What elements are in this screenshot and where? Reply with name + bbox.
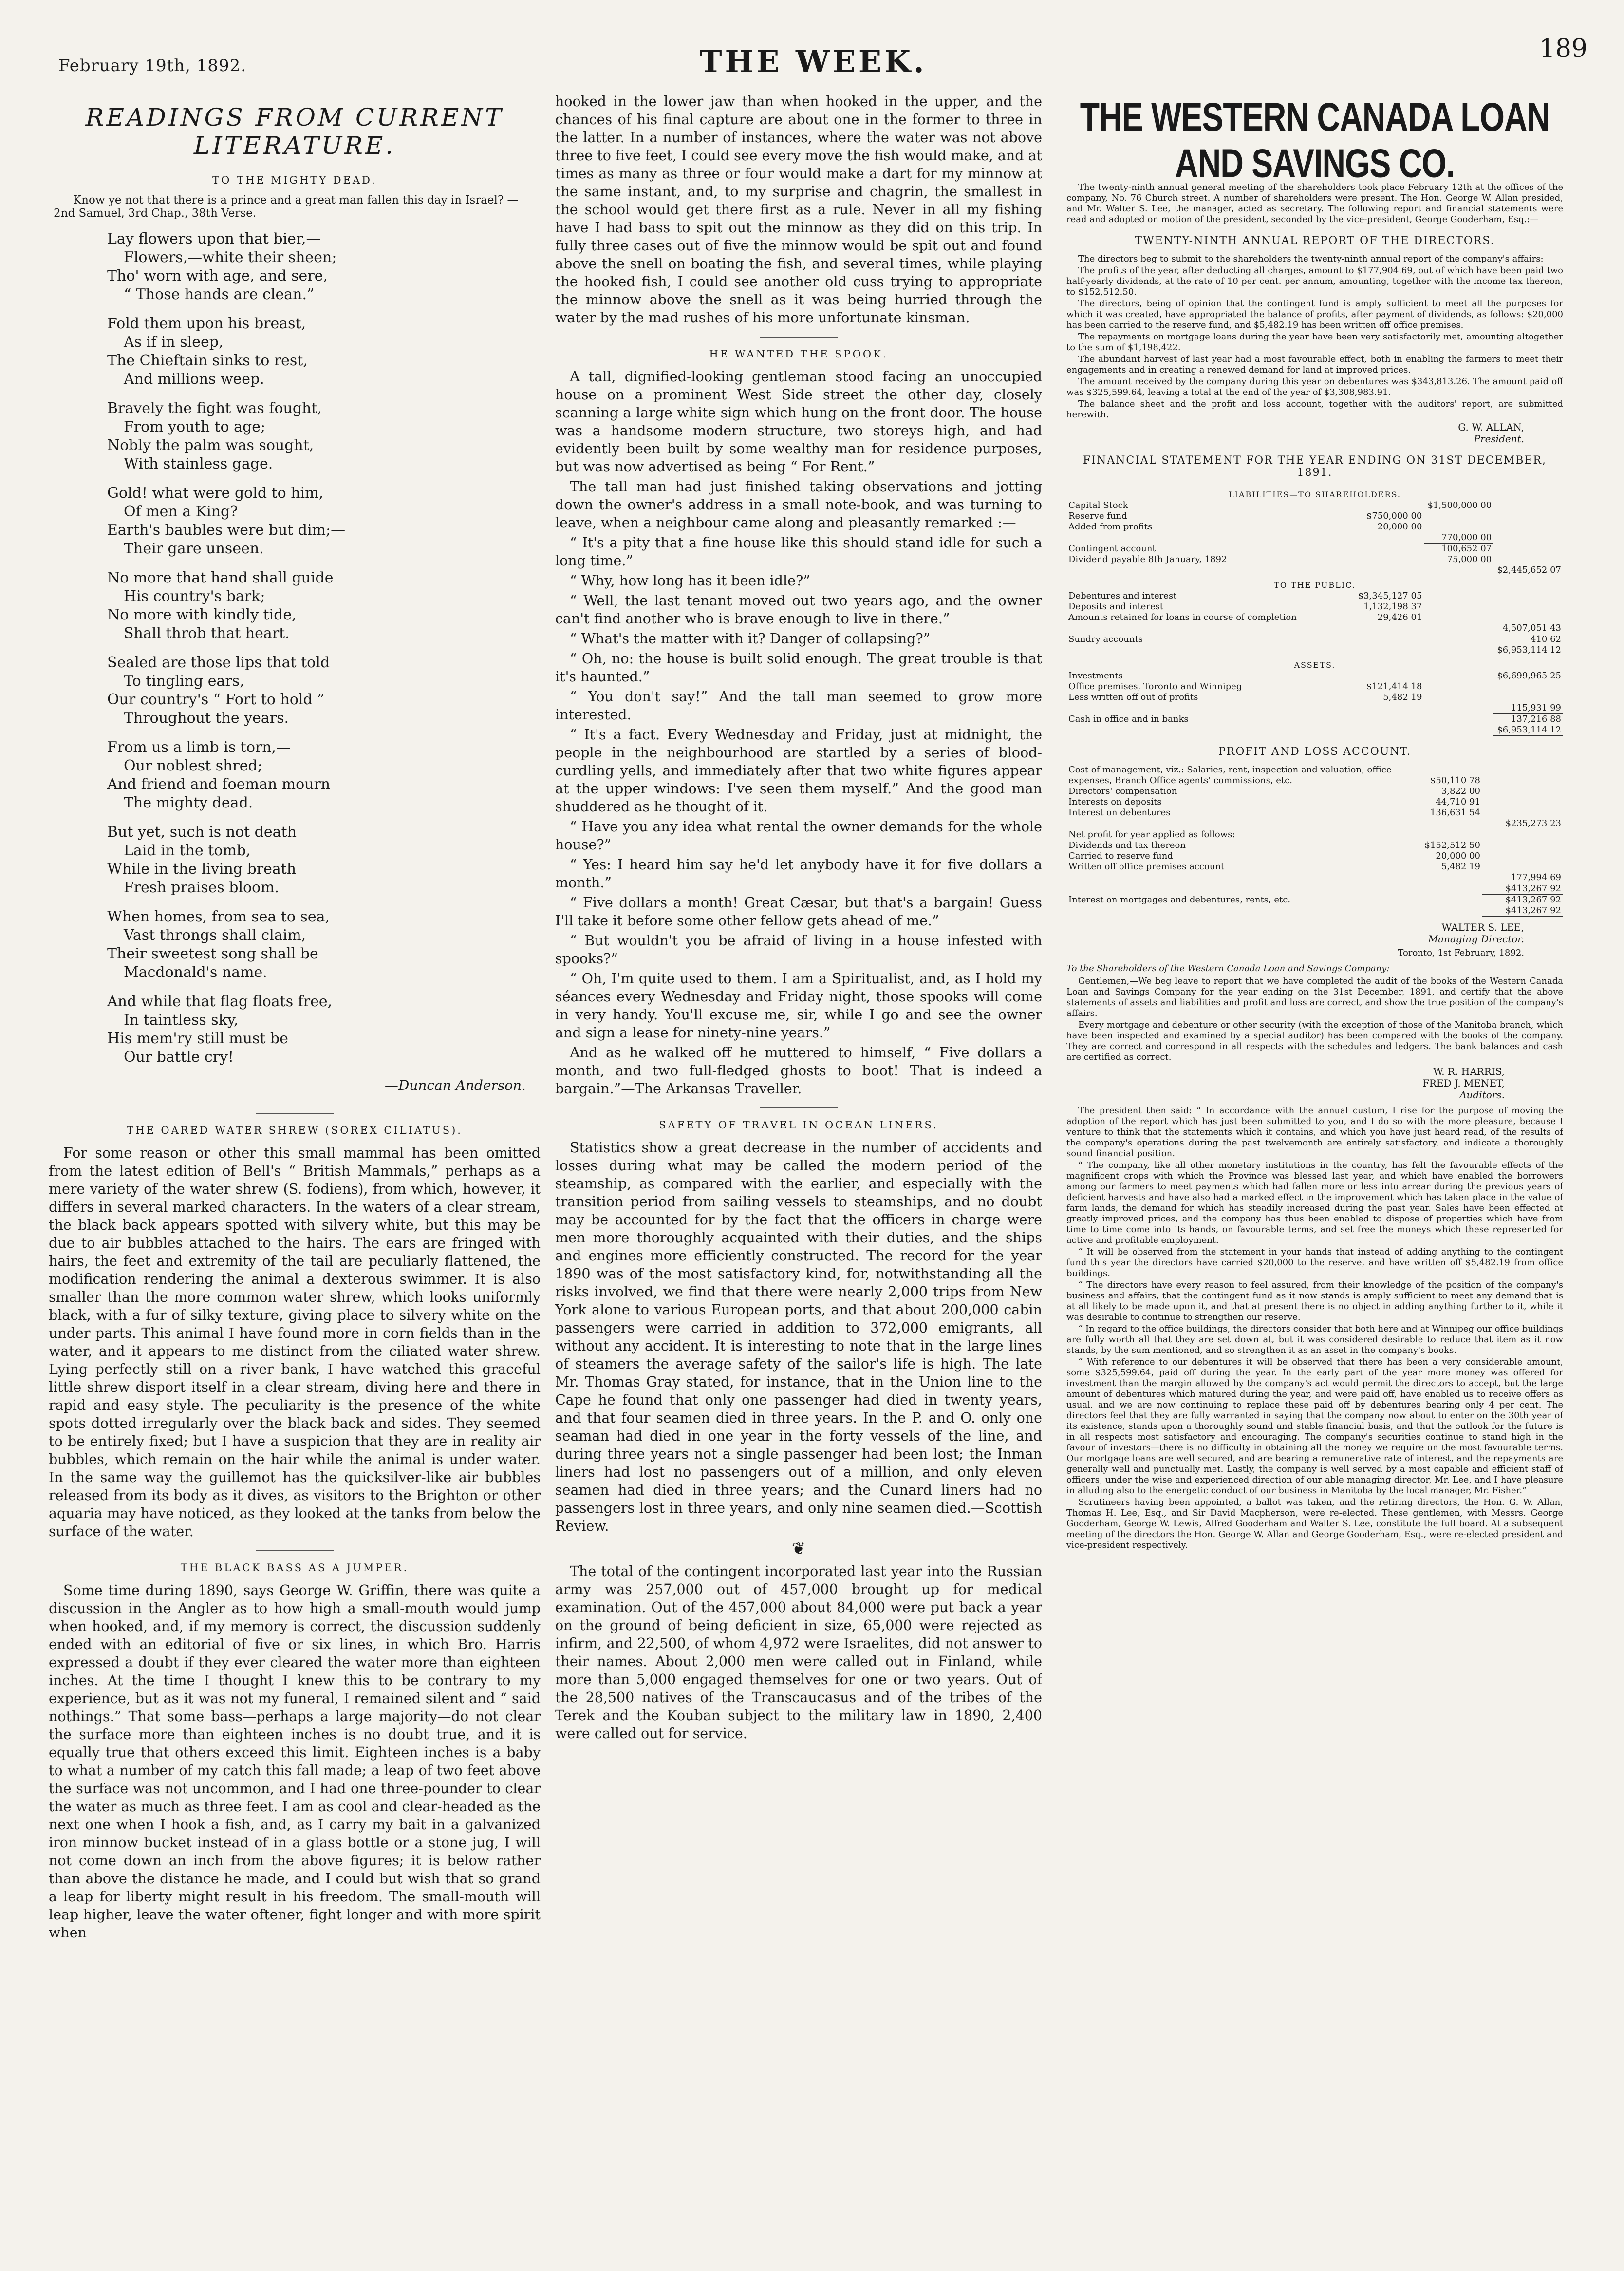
auditor-name: FRED J. MENET, <box>1422 1077 1505 1089</box>
row-amount <box>1355 565 1424 576</box>
poem-line: Our battle cry! <box>124 1049 234 1066</box>
row-amount <box>1424 565 1493 576</box>
table-row <box>1066 565 1563 576</box>
auditors-role: Auditors. <box>1459 1089 1505 1101</box>
table-row <box>1066 862 1563 872</box>
paragraph: The tall man had just finished taking observations and jotting down the owner's address in a small note-book, and was turning to leave, when a neighbour came along and pleasantly remarked :— <box>555 479 1042 531</box>
poem-stanza <box>107 399 541 473</box>
row-label <box>1066 725 1355 736</box>
row-amount: $413,267 92 <box>1482 905 1563 917</box>
poem-line: In taintless sky, <box>124 1012 239 1029</box>
paragraph: And as he walked off he muttered to himself, “ Five dollars a month, and two full-fledged ghosts to boot! That is indeed a bargain.”—The Arkansas Traveller. <box>555 1045 1042 1097</box>
place-date: Toronto, 1st February, 1892. <box>1398 947 1524 958</box>
table-row <box>1066 829 1563 840</box>
row-amount: 4,507,051 43 <box>1493 623 1563 634</box>
row-amount <box>1424 623 1493 634</box>
paragraph: The amount received by the company during this year on debentures was $343,813.26. The amount paid off was $325,599.64, leaving a total at the end of the year of $3,308,983.91. <box>1066 376 1563 397</box>
poem-line: While in the living breath <box>107 861 297 878</box>
row-amount <box>1424 671 1493 681</box>
table-row <box>1066 623 1563 634</box>
row-amount: $50,110 78 <box>1430 775 1480 786</box>
paragraph: “ Well, the last tenant moved out two years ago, and the owner can't find another who is brave enough to live in there.” <box>555 593 1042 627</box>
article-body-shrew <box>49 1144 541 1540</box>
row-label: Sundry accounts <box>1068 634 1143 644</box>
row-label: Amounts retained for loans in course of completion <box>1068 612 1297 622</box>
article-body-bass <box>49 1581 541 1942</box>
row-label <box>1066 623 1355 634</box>
row-label: Written off office premises account <box>1068 861 1225 872</box>
divider <box>256 1113 334 1114</box>
table-row <box>1066 786 1563 797</box>
poem-line: Throughout the years. <box>124 710 289 727</box>
row-amount <box>1355 554 1424 565</box>
poem-line: “ Those hands are clean.” <box>124 286 315 303</box>
article-body-spook <box>555 368 1042 1098</box>
column-left <box>49 93 541 2245</box>
row-label: Dividend payable 8th January, 1892 <box>1068 554 1227 564</box>
row-amount: 115,931 99 <box>1493 703 1563 714</box>
table-row <box>1066 703 1563 714</box>
president-remarks <box>1066 1106 1563 1551</box>
poem-line: To tingling ears, <box>124 673 244 690</box>
row-amount: $121,414 18 <box>1366 681 1422 692</box>
profit-loss-table <box>1066 765 1563 917</box>
poem-line: Of men a King? <box>124 503 238 520</box>
row-label <box>1066 872 1401 883</box>
row-amount <box>1401 829 1482 840</box>
row-label: Interest on debentures <box>1068 807 1171 818</box>
poem-line: No more with kindly tide, <box>107 606 297 623</box>
row-amount: 136,631 54 <box>1430 807 1480 818</box>
page-number: 189 <box>1539 34 1587 63</box>
poem-stanza <box>107 230 541 304</box>
divider <box>760 337 838 338</box>
row-amount <box>1424 601 1493 612</box>
row-amount <box>1424 681 1493 692</box>
row-amount: 20,000 00 <box>1377 522 1422 532</box>
table-row <box>1066 645 1563 656</box>
poem-line: Shall throb that heart. <box>124 625 290 642</box>
row-amount: $750,000 00 <box>1366 511 1422 521</box>
paragraph: “ Five dollars a month! Great Cæsar, but that's a bargain! Guess I'll take it before some other fellow gets ahead of me.” <box>555 895 1042 929</box>
paragraph: Some time during 1890, says George W. Griffin, there was quite a discussion in the Angler as to how high a small-mouth would jump when hooked, and, if my memory is correct, the discussion suddenly ended with an editorial of five or six lines, in which Bro. Harris expressed a doubt if they ever cleared the water more than eighteen inches. At the time I thought I knew this to be contrary to my experience, but as it was not my funeral, I remained silent and “ said nothings.” That some bass—perhaps a large majority—do not clear the surface more than eighteen inches is no doubt true, and it is equally true that others exceed this limit. Eighteen inches is a baby to what a number of my catch this fall made; a leap of two feet above the surface was not uncommon, and I had one three-pounder to clear the water as much as three feet. I am as cool and clear-headed as the next one when I hook a fish, and, as I carry my bait in a galvanized iron minnow bucket instead of in a glass bottle or a stone jug, I will not come down an inch from the above figures; it is below rather than above the distance he made, and I could but wish that so grand a leap for liberty might result in his freedom. The small-mouth will leap higher, leave the water oftener, fight longer and with more spirit when <box>49 1582 541 1941</box>
paragraph: Every mortgage and debenture or other security (with the exception of those of the Manitoba branch, which have been inspected and examined by a special auditor) has been compared with the books of the company. They are correct and correspond in all respects with the schedules and ledgers. The bank balances and cash are certified as correct. <box>1066 1019 1563 1062</box>
row-amount <box>1355 714 1424 725</box>
poem-line: Earth's baubles were but dim;— <box>107 522 346 539</box>
table-row <box>1066 692 1563 703</box>
row-label <box>1066 883 1401 894</box>
row-amount: $6,953,114 12 <box>1493 645 1563 656</box>
table-row <box>1066 554 1563 565</box>
table-row <box>1066 500 1563 511</box>
row-label <box>1066 565 1355 576</box>
paragraph: Scrutineers having been appointed, a ballot was taken, and the retiring directors, the Hon. G. W. Allan, Thomas H. Lee, Esq., and Sir David Macpherson, were re-elected. These gentlemen, with Messrs. George Gooderham, George W. Lewis, Alfred Gooderham and Walter S. Lee, constitute the full board. At a subsequent meeting of the directors the Hon. George W. Allan and George Gooderham, Esq., were re-elected president and vice-president respectively. <box>1066 1497 1563 1550</box>
table-row <box>1066 818 1563 829</box>
poem-line: Vast throngs shall claim, <box>124 927 306 944</box>
president-role: President. <box>1474 433 1524 445</box>
row-label: Carried to reserve fund <box>1068 850 1173 861</box>
report-body <box>1066 254 1563 420</box>
row-amount <box>1493 681 1563 692</box>
table-row <box>1066 681 1563 692</box>
masthead-title: THE WEEK. <box>699 44 927 79</box>
auditors-signature <box>1066 1066 1505 1101</box>
row-amount <box>1493 554 1563 565</box>
article-body-safety <box>555 1139 1042 1535</box>
poem-line: Laid in the tomb, <box>124 842 251 859</box>
table-row <box>1066 544 1563 555</box>
table-row <box>1066 612 1563 623</box>
paragraph: “ Oh, I'm quite used to them. I am a Spiritualist, and, as I hold my séances every Wednesday and Friday night, those spooks will come in very handy. You'll excuse me, sir, while I go and see the owner and sign a lease for ninety-nine years.” <box>555 971 1042 1041</box>
paragraph: “ It will be observed from the statement in your hands that instead of adding anything to the contingent fund this year the directors have carried $20,000 to the reserve, and have written off $5,482.19 from office buildings. <box>1066 1246 1563 1278</box>
row-amount <box>1482 765 1563 786</box>
paragraph: The repayments on mortgage loans during the year have been very satisfactorily met, amounting altogether to the sum of $1,198,422. <box>1066 332 1563 353</box>
poem-line: Macdonald's name. <box>124 964 267 981</box>
row-amount <box>1401 883 1482 894</box>
article-title-bass: THE BLACK BASS AS A JUMPER. <box>180 1562 409 1574</box>
paragraph: “ But wouldn't you be afraid of living in a house infested with spooks?” <box>555 933 1042 967</box>
row-amount: 44,710 91 <box>1436 797 1480 807</box>
financial-title: FINANCIAL STATEMENT FOR THE YEAR ENDING ON 31ST DECEMBER, 1891. <box>1083 454 1547 479</box>
poem-stanza <box>107 654 541 728</box>
row-amount: $6,953,114 12 <box>1493 725 1563 736</box>
poem-stanza <box>107 315 541 389</box>
row-amount <box>1355 623 1424 634</box>
president-signature <box>1066 421 1524 445</box>
poem-stanza <box>107 993 541 1067</box>
poem-line: Their sweetest song shall be <box>107 945 318 962</box>
row-amount <box>1482 862 1563 872</box>
row-amount: $413,267 92 <box>1482 883 1563 894</box>
row-amount: 177,994 69 <box>1482 872 1563 883</box>
row-amount <box>1493 591 1563 601</box>
table-row <box>1066 601 1563 612</box>
paragraph: The balance sheet and the profit and loss account, together with the auditors' report, are submitted herewith. <box>1066 399 1563 420</box>
row-amount <box>1482 829 1563 840</box>
row-amount <box>1424 522 1493 532</box>
poem-line: With stainless gage. <box>124 455 273 472</box>
table-row <box>1066 905 1563 917</box>
row-amount <box>1482 807 1563 818</box>
poem-line: The mighty dead. <box>124 794 253 811</box>
paragraph: A tall, dignified-looking gentleman stood facing an unoccupied house on a prominent West Side street the other day, closely scanning a large white sign which hung on the front door. The house was a handsome modern structure, two storeys high, and had evidently been built by some wealthy man for residence purposes, but was now advertised as being “ For Rent.” <box>555 369 1042 475</box>
table-row <box>1066 725 1563 736</box>
row-amount <box>1493 511 1563 522</box>
poem-line: Sealed are those lips that told <box>107 654 330 671</box>
row-amount: $235,273 23 <box>1482 818 1563 829</box>
poem-stanza <box>107 569 541 643</box>
poem-line: But yet, such is not death <box>107 824 297 841</box>
poem-epigraph: Know ye not that there is a prince and a great man fallen this day in Israel? —2nd Samuel, 3rd Chap., 38th Verse. <box>54 194 519 220</box>
article-title-shrew: THE OARED WATER SHREW (SOREX CILIATUS). <box>127 1125 463 1136</box>
row-amount: 5,482 19 <box>1441 861 1480 872</box>
poem-line: Fold them upon his breast, <box>107 315 306 332</box>
paragraph: The profits of the year, after deducting all charges, amount to $177,904.69, out of which have been paid two half-yearly dividends, at the rate of 10 per cent. per annum, amounting, together with the income tax thereon, to $152,512.50. <box>1066 265 1563 297</box>
table-subheading: LIABILITIES—TO SHAREHOLDERS. <box>1229 490 1401 499</box>
row-amount <box>1355 725 1424 736</box>
poem-line: Their gare unseen. <box>124 540 264 557</box>
paragraph: “ The directors have every reason to feel assured, from their knowledge of the position of the company's business and affairs, that the contingent fund as it now stands is amply sufficient to meet any demand that is at all likely to be made upon it, and that at present there is no object in adding anything further to it, while it was desirable to continue to strengthen our reserve. <box>1066 1279 1563 1322</box>
row-amount <box>1493 532 1563 544</box>
row-amount <box>1401 905 1482 917</box>
table-row <box>1066 883 1563 894</box>
divider <box>760 1107 838 1108</box>
row-label: Capital Stock <box>1068 500 1128 510</box>
poem-line: No more that hand shall guide <box>107 569 334 586</box>
row-label: Contingent account <box>1068 544 1156 554</box>
row-amount: $6,699,965 25 <box>1497 671 1561 681</box>
row-amount: $3,345,127 05 <box>1358 591 1422 601</box>
row-amount: 5,482 19 <box>1383 692 1422 702</box>
poem-line: When homes, from sea to sea, <box>107 908 330 925</box>
row-label: Cost of management, viz.: Salaries, rent, inspection and valuation, office expenses, Branch Office agents' commissions, etc. <box>1068 765 1392 786</box>
paragraph: The president then said: “ In accordance with the annual custom, I rise for the purpose of moving the adoption of the report which has just been submitted to you, and I do so with the more pleasure, because I venture to think that the statements which it contains, and which you have just heard read, of the results of the company's operations during the past twelvemonth are entirely satisfactory, and indicate a thoroughly sound financial position. <box>1066 1105 1563 1159</box>
article-body-russian: The total of the contingent incorporated last year into the Russian army was 257,000 out of 457,000 brought up for medical examination. Out of the 457,000 about 84,000 were put back a year on the ground of being deficient in size, 65,000 were rejected as infirm, and 22,500, of whom 4,972 were Israelites, did not answer to their names. About 2,000 men were called out in Finland, while more than 5,000 engaged themselves for one or two years. Out of the 28,500 natives of the Transcaucasus and of the tribes of the Terek and the Kouban subject to the military law in 1890, 2,400 were called out for service. <box>555 1563 1042 1742</box>
poem-line: From us a limb is torn,— <box>107 739 291 756</box>
poem-line: Nobly the palm was sought, <box>107 437 314 454</box>
row-label: Interests on deposits <box>1068 797 1162 807</box>
row-amount <box>1355 544 1424 555</box>
table-row <box>1066 851 1563 862</box>
poem-line: As if in sleep, <box>124 334 224 351</box>
row-label: Reserve fund <box>1068 511 1127 521</box>
row-amount <box>1424 511 1493 522</box>
poem-line: From youth to age; <box>124 418 266 435</box>
poem-stanza <box>107 484 541 558</box>
advert-heading: THE WESTERN CANADA LOAN AND SAVINGS CO. <box>1080 94 1550 186</box>
manager-signature <box>1066 921 1524 945</box>
article-title-safety: SAFETY OF TRAVEL IN OCEAN LINERS. <box>659 1119 938 1131</box>
table-row <box>1066 522 1563 532</box>
poem-stanza <box>107 738 541 812</box>
poem-line: His country's bark; <box>124 588 265 605</box>
row-amount: 75,000 00 <box>1447 554 1492 564</box>
row-amount: 20,000 00 <box>1436 850 1480 861</box>
table-row <box>1066 765 1563 786</box>
auditors-addressee: To the Shareholders of the Western Canada Loan and Savings Company: <box>1066 963 1390 974</box>
row-amount: 410 62 <box>1531 634 1561 644</box>
article-continued-bass: hooked in the lower jaw than when hooked in the upper, and the chances of his final capture are about one in the former to three in the latter. In a number of instances, where the water was not above three to five feet, I could see every move the fish would make, and at times as many as three or four would make a dart for my minnow at the same instant, and, to my surprise and chagrin, the smallest in the school would get there first as a rule. Never in all my fishing have I had bass to spit out the minnow as they did on this trip. In fully three cases out of five the minnow would be spit out and found above the snell on boating the fish, and several times, while playing the hooked fish, I could see another old cuss trying to appropriate the minnow above the snell as it was being hurried through the water by the mad rushes of his more unfortunate kinsman. <box>555 94 1042 326</box>
poem-line: His mem'ry still must be <box>107 1030 288 1047</box>
poem-line: Fresh praises bloom. <box>124 879 280 896</box>
row-label <box>1066 905 1401 917</box>
row-amount <box>1493 522 1563 532</box>
row-amount <box>1355 703 1424 714</box>
paragraph: “ You don't say!” And the tall man seemed to grow more interested. <box>555 689 1042 723</box>
profit-loss-title: PROFIT AND LOSS ACCOUNT. <box>1218 746 1411 758</box>
poem-line: Bravely the fight was fought, <box>107 400 322 417</box>
poem-line: Gold! what were gold to him, <box>107 485 324 502</box>
row-amount <box>1355 671 1424 681</box>
row-amount <box>1355 645 1424 656</box>
row-amount <box>1493 500 1563 511</box>
poem-line: Our country's “ Fort to hold ” <box>107 691 325 708</box>
row-label <box>1066 532 1355 544</box>
row-amount <box>1355 500 1424 511</box>
paragraph: “ In regard to the office buildings, the directors consider that both here and at Winnipeg our office buildings are fully worth all that they are set down at, but it was considered desirable to reduce that item as it now stands, by the sum mentioned, and so strengthen it as an asset in the company's books. <box>1066 1323 1563 1355</box>
row-amount <box>1482 786 1563 797</box>
row-amount <box>1493 692 1563 703</box>
poem-line: Flowers,—white their sheen; <box>124 249 337 266</box>
row-label: Deposits and interest <box>1068 601 1164 612</box>
row-amount <box>1424 591 1493 601</box>
row-amount <box>1424 645 1493 656</box>
paragraph: “ The company, like all other monetary institutions in the country, has felt the favourable effects of the magnificent crops with which the Province was blessed last year, and which have enabled the borrowers among our farmers to meet payments which had fallen more or less into arrear during the previous years of deficient harvests and have also had a marked effect in the improvement which has taken place in the value of farm lands, the demand for which has steadily increased during the past year. Sales have been effected at greatly improved prices, and the company has thus been enabled to dispose of properties which have from time to time come into its hands, on favourable terms, and set free the moneys which these represented for active and profitable employment. <box>1066 1160 1563 1245</box>
paragraph: “ With reference to our debentures it will be observed that there has been a very considerable amount, some $325,599.64, paid off during the year. In the early part of the year more money was offered for investment than the margin allowed by the company's act would permit the directors to accept, but the large amount of debentures which matured during the year, and were paid off, have enabled us to receive offers as usual, and we are now continuing to replace these paid off by debentures bearing only 4 per cent. The directors feel that they are fully warranted in saying that the company now about to enter on the 30th year of its existence, stands upon a thoroughly sound and stable financial basis, and that the outlook for the future is in all respects most satisfactory and encouraging. The company's securities continue to stand high in the favour of investors—there is no difficulty in obtaining all the money we require on the most favourable terms. Our mortgage loans are well secured, and are bearing a remunerative rate of interest, and the repayments are generally well and punctually met. Lastly, the company is well served by a most capable and efficient staff of officers, under the wise and experienced direction of our able managing director, Mr. Lee, and I have pleasure in alluding also to the energetic conduct of our business in Manitoba by the local manager, Mr. Fisher.” <box>1066 1356 1563 1496</box>
meeting-intro: The twenty-ninth annual general meeting of the shareholders took place February 12th at the offices of the company, No. 76 Church street. A number of shareholders were present. The Hon. George W. Allan presided, and Mr. Walter S. Lee, the manager, acted as secretary. The following report and financial statements were read and adopted on motion of the president, seconded by the vice-president, George Gooderham, Esq.:— <box>1066 182 1563 225</box>
row-amount <box>1493 601 1563 612</box>
row-amount <box>1401 818 1482 829</box>
table-row <box>1066 532 1563 544</box>
row-amount: 770,000 00 <box>1424 532 1493 544</box>
poem-line: Our noblest shred; <box>124 757 262 774</box>
row-amount <box>1424 634 1493 645</box>
row-amount <box>1424 692 1493 703</box>
row-amount: 29,426 01 <box>1377 612 1422 622</box>
row-amount: 3,822 00 <box>1441 786 1480 796</box>
table-row <box>1066 807 1563 818</box>
table-row <box>1066 797 1563 807</box>
row-label: Debentures and interest <box>1068 591 1177 601</box>
running-head <box>39 34 1587 83</box>
poem-line: And while that flag floats free, <box>107 993 333 1010</box>
row-amount: $413,267 92 <box>1505 894 1561 905</box>
table-row <box>1066 671 1563 681</box>
row-amount <box>1424 725 1493 736</box>
row-amount <box>1424 703 1493 714</box>
paragraph: For some reason or other this small mammal has been omitted from the latest edition of Bell's “ British Mammals,” perhaps as a mere variety of the water shrew (S. fodiens), from which, however, it differs in several marked characters. In the waters of a clear stream, the black back appears spotted with silvery white, but this may be due to air bubbles attached to the hairs. The ears are fringed with hairs, the feet and extremity of the tail are peculiarly flattened, the modification rendering the animal a dexterous swimmer. It is also smaller than the more common water shrew, which looks uniformly black, with a fur of silky texture, giving place to silvery white on the under parts. This animal I have found more in corn fields than in the water, and it appears to me distinct from the ciliated water shrew. Lying perfectly still on a river bank, I have watched this graceful little shrew disport itself in a clear stream, diving here and there in rapid and easy style. The peculiarity is the presence of the white spots dotted irregularly over the black back and sides. They seemed to be entirely fixed; but I have a suspicion that they are in reality air bubbles, which remain on the hair while the animal is under water. In the same way the guillemot has the quicksilver-like air bubbles released from its body as it dives, as visitors to the Brighton or other aquaria may have noticed, as they looked at the tanks from below the surface of the water. <box>49 1145 541 1539</box>
row-label: Net profit for year applied as follows: <box>1068 829 1235 840</box>
row-label: Office premises, Toronto and Winnipeg <box>1068 681 1242 692</box>
paragraph: “ Why, how long has it been idle?” <box>570 573 810 589</box>
row-amount: 100,652 07 <box>1441 544 1492 554</box>
article-title-spook: HE WANTED THE SPOOK. <box>709 348 888 360</box>
row-label: Investments <box>1068 671 1123 681</box>
divider <box>256 1550 334 1551</box>
row-amount <box>1355 532 1424 544</box>
poem-line: The Chieftain sinks to rest, <box>107 352 308 369</box>
section-title: READINGS FROM CURRENT LITERATURE. <box>85 103 504 160</box>
ornament-icon: ❦ <box>791 1539 806 1558</box>
row-label: Added from profits <box>1068 522 1153 532</box>
poem-stanza <box>107 823 541 897</box>
row-amount <box>1355 634 1424 645</box>
row-amount <box>1482 840 1563 851</box>
financial-table <box>1066 486 1563 736</box>
paragraph: “ Oh, no: the house is built solid enough. The great trouble is that it's haunted.” <box>555 651 1042 685</box>
row-label <box>1066 645 1355 656</box>
table-row <box>1066 872 1563 883</box>
president-name: G. W. ALLAN, <box>1458 421 1524 433</box>
table-row <box>1066 840 1563 851</box>
poem-line: Tho' worn with age, and sere, <box>107 267 328 284</box>
paragraph: “ Yes: I heard him say he'd let anybody have it for five dollars a month.” <box>555 857 1042 891</box>
row-amount <box>1401 894 1482 905</box>
table-row <box>1066 591 1563 601</box>
paragraph: Gentlemen,—We beg leave to report that we have completed the audit of the books of the Western Canada Loan and Savings Company for the year ending on the 31st December, 1891, and certify that the above statements of assets and liabilities and profit and loss are correct, and show the true position of the company's affairs. <box>1066 976 1563 1018</box>
poem-line: And millions weep. <box>124 371 264 388</box>
row-label: Interest on mortgages and debentures, rents, etc. <box>1068 894 1291 905</box>
row-amount: 1,132,198 37 <box>1363 601 1422 612</box>
paragraph: “ What's the matter with it? Danger of collapsing?” <box>570 631 931 647</box>
row-label: Cash in office and in banks <box>1068 714 1189 724</box>
row-label: Dividends and tax thereon <box>1068 840 1186 850</box>
manager-name: WALTER S. LEE, <box>1441 921 1524 933</box>
column-middle <box>555 93 1042 2235</box>
poem-line: Lay flowers upon that bier,— <box>107 230 321 247</box>
table-row <box>1066 894 1563 905</box>
poem-stanza <box>107 908 541 982</box>
auditor-name: W. R. HARRIS, <box>1433 1065 1505 1077</box>
row-label <box>1066 818 1401 829</box>
table-subheading: ASSETS. <box>1294 660 1336 670</box>
row-label: Directors' compensation <box>1068 786 1177 796</box>
row-amount <box>1493 544 1563 555</box>
row-amount <box>1482 797 1563 807</box>
row-amount: $1,500,000 00 <box>1427 500 1492 510</box>
paragraph: “ Have you any idea what rental the owner demands for the whole house?” <box>555 819 1042 853</box>
row-amount <box>1493 612 1563 623</box>
row-amount: $2,445,652 07 <box>1493 565 1563 576</box>
row-amount <box>1424 612 1493 623</box>
poem-body <box>49 230 541 1067</box>
poem-title: TO THE MIGHTY DEAD. <box>212 174 377 186</box>
paragraph: “ It's a pity that a fine house like this should stand idle for such a long time.” <box>555 535 1042 569</box>
auditors-report <box>1066 976 1563 1063</box>
paragraph: The abundant harvest of last year had a most favourable effect, both in enabling the farmers to meet their engagements and in creating a renewed demand for land at improved prices. <box>1066 354 1563 375</box>
paragraph: The directors beg to submit to the shareholders the twenty-ninth annual report of the company's affairs: <box>1078 254 1544 264</box>
row-label <box>1066 703 1355 714</box>
report-title: TWENTY-NINTH ANNUAL REPORT OF THE DIRECTORS. <box>1135 235 1495 247</box>
row-amount: $152,512 50 <box>1424 840 1480 850</box>
row-amount <box>1424 714 1493 725</box>
table-row <box>1066 634 1563 645</box>
column-right <box>1066 93 1563 2255</box>
row-amount: 137,216 88 <box>1511 714 1561 724</box>
row-amount <box>1482 851 1563 862</box>
manager-role: Managing Director. <box>1428 933 1524 945</box>
poem-author: —Duncan Anderson. <box>384 1077 526 1093</box>
table-subheading: TO THE PUBLIC. <box>1274 581 1356 590</box>
issue-date: February 19th, 1892. <box>58 56 247 75</box>
paragraph: Statistics show a great decrease in the number of accidents and losses during what may be called the modern period of the steamship, as compared with the earlier, and especially with the transition period from sailing vessels to steamships, and no doubt may be accounted for by the fact that the officers in charge were men more thoroughly acquainted with their duties, and the ships and engines more efficiently constructed. The record for the year 1890 was of the most satisfactory kind, for, notwithstanding all the risks involved, we find that there were nearly 2,000 trips from New York alone to various European ports, and that about 200,000 cabin passengers were carried in addition to 372,000 emigrants, all without any accident. It is interesting to note that in the large lines of steamers the average safety of the sailor's life is high. The late Mr. Thomas Gray stated, for instance, that in the Union line to the Cape he found that only one passenger had died in twenty years, and that four seamen died in three years. In the P. and O. only one seaman had died in one year in the forty vessels of the line, and during three years not a single passenger had been lost; the Inman liners had lost no passengers out of a million, and only eleven seamen had died in three years; and the Cunard liners had no passengers lost in three years, and only nine seamen died.—Scottish Review. <box>555 1140 1042 1534</box>
paragraph: The directors, being of opinion that the contingent fund is amply sufficient to meet all the purposes for which it was created, have appropriated the balance of profits, after payment of dividends, as follows: $20,000 has been carried to the reserve fund, and $5,482.19 has been written off office premises. <box>1066 299 1563 330</box>
table-row <box>1066 511 1563 522</box>
poem-line: And friend and foeman mourn <box>107 776 331 793</box>
row-label: Less written off out of profits <box>1068 692 1198 702</box>
table-row <box>1066 714 1563 725</box>
paragraph: “ It's a fact. Every Wednesday and Friday, just at midnight, the people in the neighbourhood are startled by a series of blood-curdling yells, and immediately after that two white figures appear at the upper windows: I've seen them myself.” And the good man shuddered as he thought of it. <box>555 727 1042 815</box>
row-amount <box>1401 872 1482 883</box>
